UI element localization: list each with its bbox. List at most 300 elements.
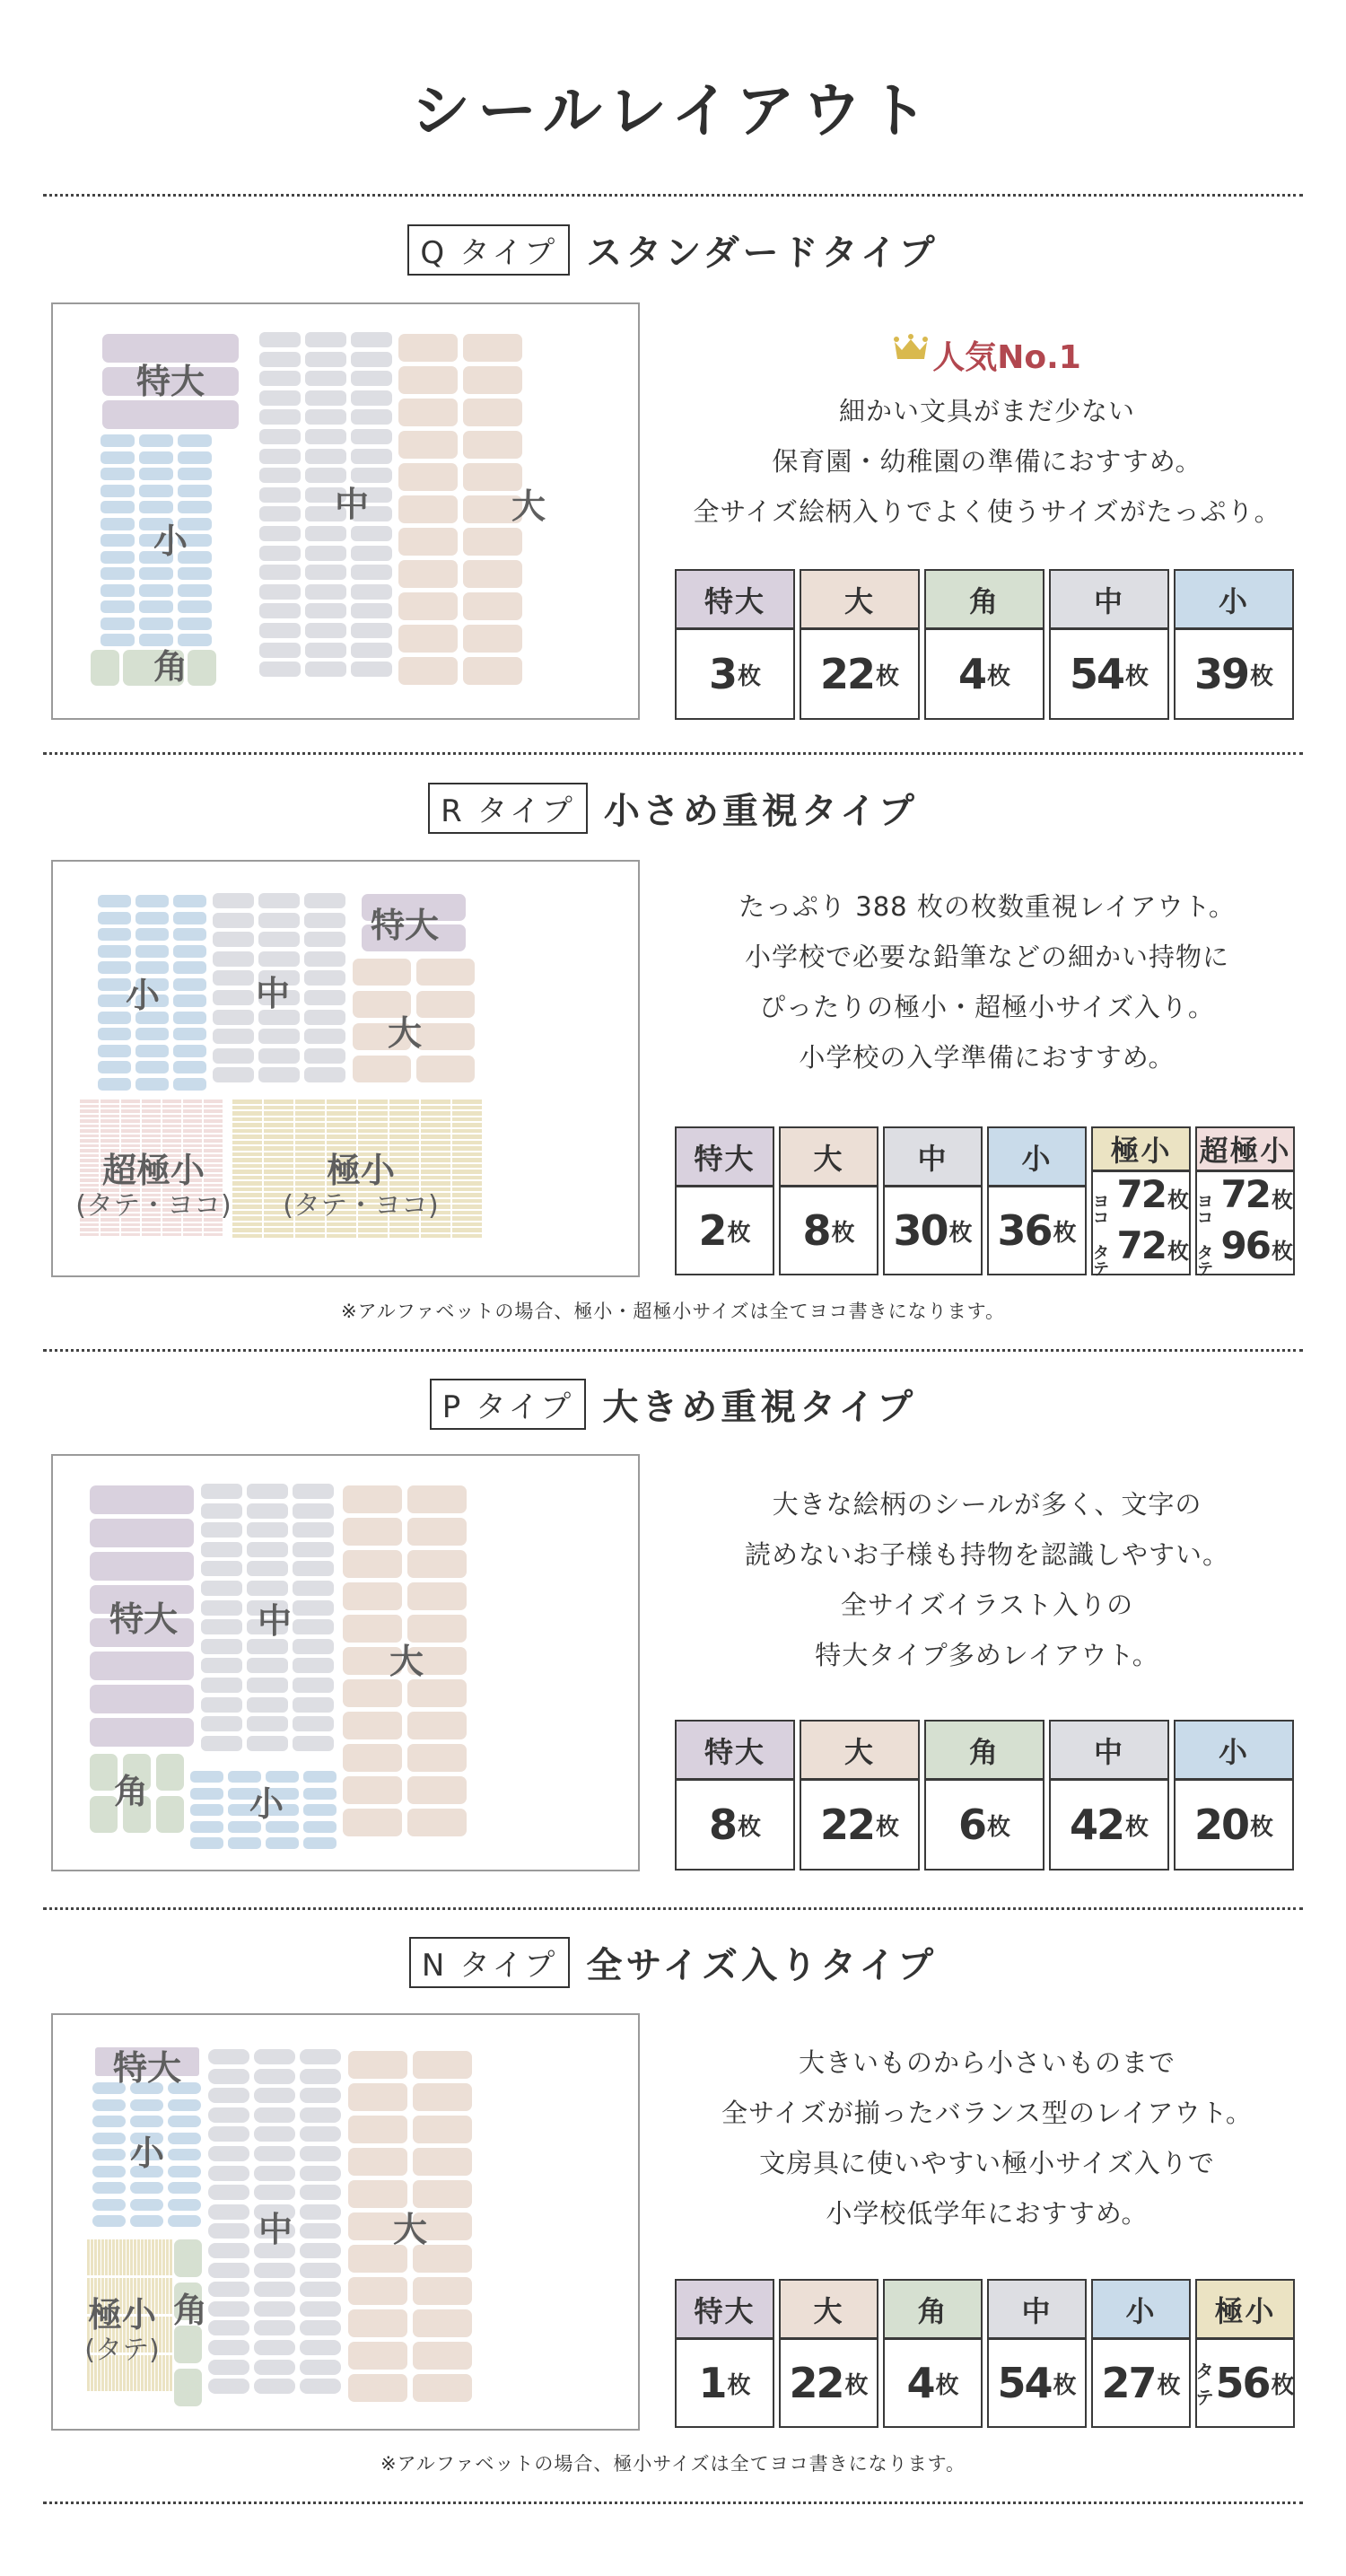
- sticker-cell: [135, 945, 169, 958]
- sticker-cell: [259, 390, 301, 406]
- count-value: 56: [1215, 2359, 1270, 2407]
- sticker-cell: [105, 2239, 108, 2275]
- sticker-cell: [407, 1679, 467, 1707]
- count-column: [779, 1126, 878, 1275]
- sticker-cell: [358, 1129, 388, 1134]
- sticker-cell: [183, 1100, 202, 1103]
- sticker-cell: [258, 1029, 300, 1044]
- sticker-cell: [162, 1100, 181, 1103]
- count-unit: 枚: [987, 1813, 1011, 1841]
- sticker-cell: [232, 1181, 262, 1186]
- sticker-cell: [304, 932, 345, 947]
- count-value: 54: [1069, 650, 1123, 698]
- sticker-cell: [358, 1228, 388, 1232]
- sticker-cell: [121, 1109, 140, 1113]
- sticker-cell: [259, 429, 301, 444]
- count-value: 39: [1193, 650, 1248, 698]
- count-table-n: [675, 2279, 1295, 2428]
- sticker-cell: [201, 1484, 242, 1499]
- sticker-cell: [295, 1129, 325, 1134]
- sticker-cell: [188, 650, 216, 686]
- sticker-cell: [204, 1228, 223, 1231]
- sticker-cell: [208, 2360, 249, 2375]
- sticker-cell: [170, 2239, 172, 2275]
- sticker-cell: [168, 2199, 201, 2211]
- sticker-cell: [351, 429, 392, 444]
- count-unit: 枚: [876, 662, 900, 690]
- sticker-cell: [300, 2243, 341, 2258]
- description-q: [664, 386, 1310, 537]
- sticker-cell: [304, 893, 345, 908]
- sticker-cell: [162, 1105, 181, 1108]
- sticker-cell: [116, 2239, 118, 2275]
- sticker-cell: [351, 584, 392, 600]
- count-value: 1: [698, 2359, 726, 2407]
- sticker-cell: [351, 546, 392, 561]
- sticker-cell: [254, 2340, 295, 2355]
- sticker-cell: [304, 1067, 345, 1082]
- count-label: 小: [1176, 571, 1292, 630]
- type-badge: N タイプ: [409, 1937, 571, 1988]
- sticker-cell: [247, 1678, 288, 1693]
- sticker-cell: [168, 2099, 201, 2111]
- sticker-cell: [142, 1119, 161, 1123]
- sticker-cell: [343, 1679, 402, 1707]
- sticker-cell: [407, 1744, 467, 1772]
- sticker-cell: [351, 449, 392, 464]
- sticker-cell: [90, 1485, 194, 1514]
- sticker-cell: [293, 1639, 334, 1654]
- count-table-p: [675, 1720, 1294, 1871]
- type-badge: R タイプ: [428, 783, 588, 834]
- sticker-cell: [398, 657, 458, 685]
- count-value: 72: [1116, 1172, 1166, 1216]
- sticker-cell: [232, 1158, 262, 1162]
- sticker-cell: [92, 2182, 126, 2194]
- sticker-cell: [259, 623, 301, 638]
- sticker-cell: [166, 2317, 169, 2353]
- sticker-cell: [351, 352, 392, 367]
- sticker-cell: [343, 1744, 402, 1772]
- sticker-cell: [98, 945, 131, 958]
- sticker-cell: [452, 1100, 482, 1104]
- sticker-cell: [300, 2088, 341, 2103]
- sticker-cell: [398, 334, 458, 362]
- sticker-cell: [162, 1233, 181, 1237]
- size-label: 特大: [109, 1599, 179, 1640]
- sticker-cell: [190, 1837, 223, 1849]
- description-line: ぴったりの極小・超極小サイズ入り。: [759, 992, 1215, 1022]
- sticker-cell: [166, 2278, 169, 2314]
- sticker-cell: [304, 1048, 345, 1064]
- description-line: 小学校低学年におすすめ。: [826, 2198, 1149, 2229]
- sticker-cell: [327, 1222, 356, 1227]
- sticker-cell: [463, 334, 522, 362]
- sticker-cell: [398, 625, 458, 653]
- count-unit: 枚: [948, 1219, 973, 1247]
- sticker-cell: [247, 1581, 288, 1596]
- sticker-cell: [101, 1233, 119, 1237]
- count-label: 特大: [677, 1128, 773, 1187]
- sticker-cell: [293, 1600, 334, 1616]
- sticker-cell: [452, 1117, 482, 1122]
- sticker-cell: [295, 1228, 325, 1232]
- sticker-cell: [300, 2360, 341, 2375]
- sticker-cell: [208, 2185, 249, 2200]
- sticker-cell: [139, 584, 173, 597]
- sticker-cell: [155, 2239, 158, 2275]
- sticker-cell: [452, 1164, 482, 1169]
- sticker-cell: [254, 2379, 295, 2394]
- sticker-cell: [190, 1771, 223, 1783]
- sticker-cell: [178, 567, 212, 580]
- sticker-cell: [293, 1542, 334, 1557]
- sticker-cell: [305, 449, 346, 464]
- sticker-cell: [183, 1139, 202, 1143]
- count-column: [1091, 1126, 1191, 1279]
- sticker-cell: [92, 2116, 126, 2127]
- sticker-cell: [139, 468, 173, 480]
- sticker-cell: [351, 565, 392, 580]
- sticker-cell: [201, 1600, 242, 1616]
- count-label: 大: [781, 2281, 877, 2340]
- sticker-cell: [327, 1228, 356, 1232]
- count-value: 22: [819, 650, 874, 698]
- sticker-cell: [92, 2199, 126, 2211]
- sticker-cell: [213, 932, 254, 947]
- sticker-cell: [135, 1078, 169, 1091]
- sticker-cell: [407, 1518, 467, 1546]
- sticker-cell: [327, 1141, 356, 1145]
- sticker-cell: [142, 1144, 161, 1148]
- sticker-cell: [452, 1106, 482, 1110]
- sticker-cell: [92, 2149, 126, 2160]
- count-column: [883, 2279, 983, 2428]
- sticker-cell: [178, 434, 212, 447]
- sticker-cell: [232, 1141, 262, 1145]
- sticker-cell: [305, 390, 346, 406]
- sticker-cell: [247, 1658, 288, 1673]
- count-label: 小: [989, 1128, 1085, 1187]
- crown-icon: [893, 334, 929, 361]
- size-label: 特大: [112, 2048, 182, 2089]
- sticker-cell: [101, 1223, 119, 1227]
- sticker-cell: [168, 2215, 201, 2227]
- sticker-cell: [413, 2116, 472, 2143]
- size-label: 中: [334, 485, 370, 525]
- sticker-cell: [208, 2340, 249, 2355]
- sticker-cell: [259, 352, 301, 367]
- sticker-cell: [300, 2069, 341, 2084]
- size-label: 中: [257, 1601, 293, 1642]
- sticker-cell: [398, 399, 458, 426]
- sticker-cell: [127, 2239, 129, 2275]
- sticker-cell: [232, 1129, 262, 1134]
- sticker-cell: [254, 2185, 295, 2200]
- sticker-cell: [304, 1010, 345, 1025]
- sticker-cell: [80, 1125, 99, 1128]
- sticker-cell: [201, 1542, 242, 1557]
- sticker-cell: [348, 2374, 407, 2402]
- sticker-cell: [389, 1228, 419, 1232]
- sticker-cell: [293, 1697, 334, 1713]
- sticker-cell: [266, 1771, 299, 1783]
- sticker-cell: [305, 468, 346, 483]
- sticker-cell: [295, 1234, 325, 1239]
- sticker-cell: [139, 634, 173, 646]
- sticker-cell: [90, 1652, 194, 1680]
- sticker-cell: [421, 1135, 450, 1139]
- description-line: 読めないお子様も持物を認識しやすい。: [744, 1539, 1229, 1570]
- sticker-cell: [144, 2239, 147, 2275]
- sticker-cell: [121, 1100, 140, 1103]
- sticker-cell: [142, 1223, 161, 1227]
- section-n-header: [0, 1937, 1346, 1988]
- sticker-cell: [98, 928, 131, 941]
- sticker-cell: [148, 2239, 151, 2275]
- count-prefix: ヨコ: [1093, 1193, 1109, 1228]
- sticker-cell: [358, 1141, 388, 1145]
- sticker-cell: [190, 1821, 223, 1833]
- sticker-cell: [170, 2355, 172, 2391]
- sticker-cell: [162, 1228, 181, 1231]
- sticker-cell: [173, 1012, 206, 1024]
- sticker-cell: [421, 1123, 450, 1127]
- sticker-cell: [101, 1129, 119, 1133]
- type-title: 全サイズ入りタイプ: [586, 1945, 938, 1986]
- sticker-cell: [208, 2049, 249, 2064]
- sticker-cell: [389, 1146, 419, 1151]
- sticker-cell: [135, 1028, 169, 1040]
- count-value: 36: [997, 1206, 1052, 1255]
- sticker-cell: [389, 1111, 419, 1116]
- sticker-cell: [232, 1187, 262, 1192]
- sticker-cell: [101, 434, 135, 447]
- sticker-cell: [295, 1100, 325, 1104]
- sticker-cell: [463, 366, 522, 394]
- description-line: 大きな絵柄のシールが多く、文字の: [772, 1489, 1202, 1520]
- sticker-cell: [304, 1029, 345, 1044]
- sticker-cell: [264, 1228, 293, 1232]
- sticker-cell: [173, 928, 206, 941]
- count-unit: 枚: [1250, 662, 1274, 690]
- sticker-cell: [351, 603, 392, 618]
- count-prefix: ヨコ: [1197, 1193, 1213, 1228]
- sticker-cell: [293, 1736, 334, 1751]
- sticker-cell: [183, 1228, 202, 1231]
- count-label: 大: [781, 1128, 877, 1187]
- sticker-cell: [178, 468, 212, 480]
- sticker-cell: [201, 1503, 242, 1519]
- size-label: 大: [511, 486, 546, 527]
- sticker-cell: [101, 468, 135, 480]
- sticker-cell: [162, 1223, 181, 1227]
- sticker-cell: [407, 1712, 467, 1739]
- sticker-cell: [80, 1105, 99, 1108]
- sticker-cell: [139, 501, 173, 513]
- sticker-cell: [398, 366, 458, 394]
- sticker-cell: [389, 1222, 419, 1227]
- sticker-cell: [358, 1117, 388, 1122]
- sticker-cell: [166, 2239, 169, 2275]
- description-line: 特大タイプ多めレイアウト。: [815, 1640, 1159, 1670]
- sticker-cell: [398, 463, 458, 491]
- sticker-cell: [101, 1228, 119, 1231]
- sticker-cell: [305, 662, 346, 677]
- sticker-cell: [130, 2099, 163, 2111]
- sticker-cell: [264, 1141, 293, 1145]
- sticker-cell: [173, 978, 206, 991]
- sticker-cell: [139, 600, 173, 613]
- sticker-cell: [305, 409, 346, 425]
- sticker-cell: [452, 1146, 482, 1151]
- sticker-cell: [452, 1211, 482, 1215]
- sticker-cell: [80, 1115, 99, 1118]
- sticker-cell: [173, 895, 206, 907]
- sticker-cell: [358, 1234, 388, 1239]
- count-column: [1195, 1126, 1295, 1279]
- sticker-cell: [213, 1010, 254, 1025]
- sticker-cell: [98, 912, 131, 924]
- sticker-cell: [254, 2088, 295, 2103]
- sticker-cell: [162, 1139, 181, 1143]
- count-column: [987, 2279, 1087, 2428]
- description-line: 文房具に使いやすい極小サイズ入りで: [759, 2148, 1215, 2178]
- sticker-cell: [208, 2088, 249, 2103]
- sticker-cell: [101, 485, 135, 497]
- sticker-cell: [348, 2116, 407, 2143]
- count-label: 大: [801, 571, 918, 630]
- sticker-cell: [162, 1144, 181, 1148]
- sticker-cell: [300, 2263, 341, 2278]
- size-label: 中: [255, 974, 291, 1014]
- sticker-cell: [168, 2166, 201, 2177]
- sticker-cell: [208, 2146, 249, 2161]
- sticker-cell: [183, 1223, 202, 1227]
- sticker-cell: [351, 526, 392, 541]
- sticker-cell: [142, 1129, 161, 1133]
- sticker-cell: [213, 951, 254, 967]
- sticker-cell: [173, 1061, 206, 1073]
- sticker-cell: [254, 2069, 295, 2084]
- sticker-cell: [101, 534, 135, 547]
- type-title: スタンダードタイプ: [586, 232, 939, 274]
- count-column: [1049, 569, 1169, 720]
- sticker-cell: [407, 1615, 467, 1643]
- sticker-cell: [258, 1048, 300, 1064]
- sticker-cell: [327, 1146, 356, 1151]
- sticker-cell: [162, 1119, 181, 1123]
- count-label: 中: [989, 2281, 1085, 2340]
- sticker-cell: [413, 2309, 472, 2337]
- sticker-cell: [101, 1115, 119, 1118]
- sticker-cell: [208, 2126, 249, 2142]
- sticker-cell: [90, 1718, 194, 1747]
- sticker-cell: [327, 1129, 356, 1134]
- sticker-cell: [259, 565, 301, 580]
- count-label: 小: [1176, 1722, 1292, 1781]
- sticker-cell: [327, 1117, 356, 1122]
- sticker-cell: [162, 2278, 165, 2314]
- divider: [43, 1907, 1303, 1910]
- sticker-cell: [173, 994, 206, 1007]
- sticker-cell: [327, 1111, 356, 1116]
- sticker-cell: [407, 1809, 467, 1836]
- sticker-cell: [92, 2166, 126, 2177]
- sticker-cell: [162, 1129, 181, 1133]
- count-label: 角: [885, 2281, 981, 2340]
- sticker-cell: [121, 1139, 140, 1143]
- sticker-cell: [213, 1048, 254, 1064]
- count-value: 20: [1193, 1801, 1248, 1849]
- sticker-cell: [204, 1109, 223, 1113]
- size-label: 小: [125, 976, 161, 1016]
- sticker-cell: [463, 431, 522, 459]
- sticker-cell: [398, 528, 458, 556]
- sticker-cell: [98, 1078, 131, 1091]
- sticker-cell: [208, 2223, 249, 2239]
- sticker-cell: [130, 2182, 163, 2194]
- sticker-cell: [201, 1716, 242, 1731]
- size-label: 小: [153, 521, 188, 562]
- page-title-wrap: [0, 63, 1346, 148]
- size-label: 特大: [370, 906, 440, 946]
- sticker-cell: [259, 662, 301, 677]
- count-prefix: タテ: [1093, 1244, 1109, 1279]
- sticker-cell: [304, 951, 345, 967]
- sticker-cell: [303, 1837, 336, 1849]
- size-label: 超極小 (タテ・ヨコ): [75, 1150, 232, 1222]
- sticker-cell: [101, 2239, 104, 2275]
- type-title: 大きめ重視タイプ: [602, 1387, 917, 1428]
- sticker-cell: [135, 1045, 169, 1057]
- count-label: 大: [801, 1722, 918, 1781]
- count-column: [800, 569, 920, 720]
- sticker-cell: [254, 2320, 295, 2335]
- count-column: [675, 1126, 774, 1275]
- sticker-cell: [213, 970, 254, 986]
- sticker-cell: [201, 1581, 242, 1596]
- sticker-cell: [254, 2263, 295, 2278]
- sticker-cell: [452, 1228, 482, 1232]
- sticker-cell: [254, 2301, 295, 2317]
- sticker-cell: [463, 592, 522, 620]
- sticker-cell: [343, 1776, 402, 1804]
- sticker-cell: [300, 2126, 341, 2142]
- sticker-cell: [247, 1542, 288, 1557]
- sticker-cell: [327, 1106, 356, 1110]
- sticker-cell: [102, 400, 239, 429]
- sticker-cell: [407, 1582, 467, 1610]
- count-unit: 枚: [1271, 2371, 1295, 2399]
- sticker-cell: [178, 600, 212, 613]
- sticker-cell: [413, 2277, 472, 2305]
- sticker-cell: [141, 2239, 144, 2275]
- sticker-cell: [254, 2049, 295, 2064]
- sticker-cell: [407, 1550, 467, 1578]
- count-value: 72: [1116, 1223, 1166, 1267]
- sticker-cell: [204, 1100, 223, 1103]
- sticker-cell: [142, 1233, 161, 1237]
- sticker-cell: [463, 625, 522, 653]
- sticker-cell: [173, 1045, 206, 1057]
- sticker-cell: [162, 2355, 165, 2391]
- size-label: 角: [172, 2291, 208, 2331]
- sticker-cell: [254, 2126, 295, 2142]
- sticker-cell: [305, 603, 346, 618]
- count-label: 極小: [1197, 2281, 1293, 2340]
- sticker-cell: [389, 1141, 419, 1145]
